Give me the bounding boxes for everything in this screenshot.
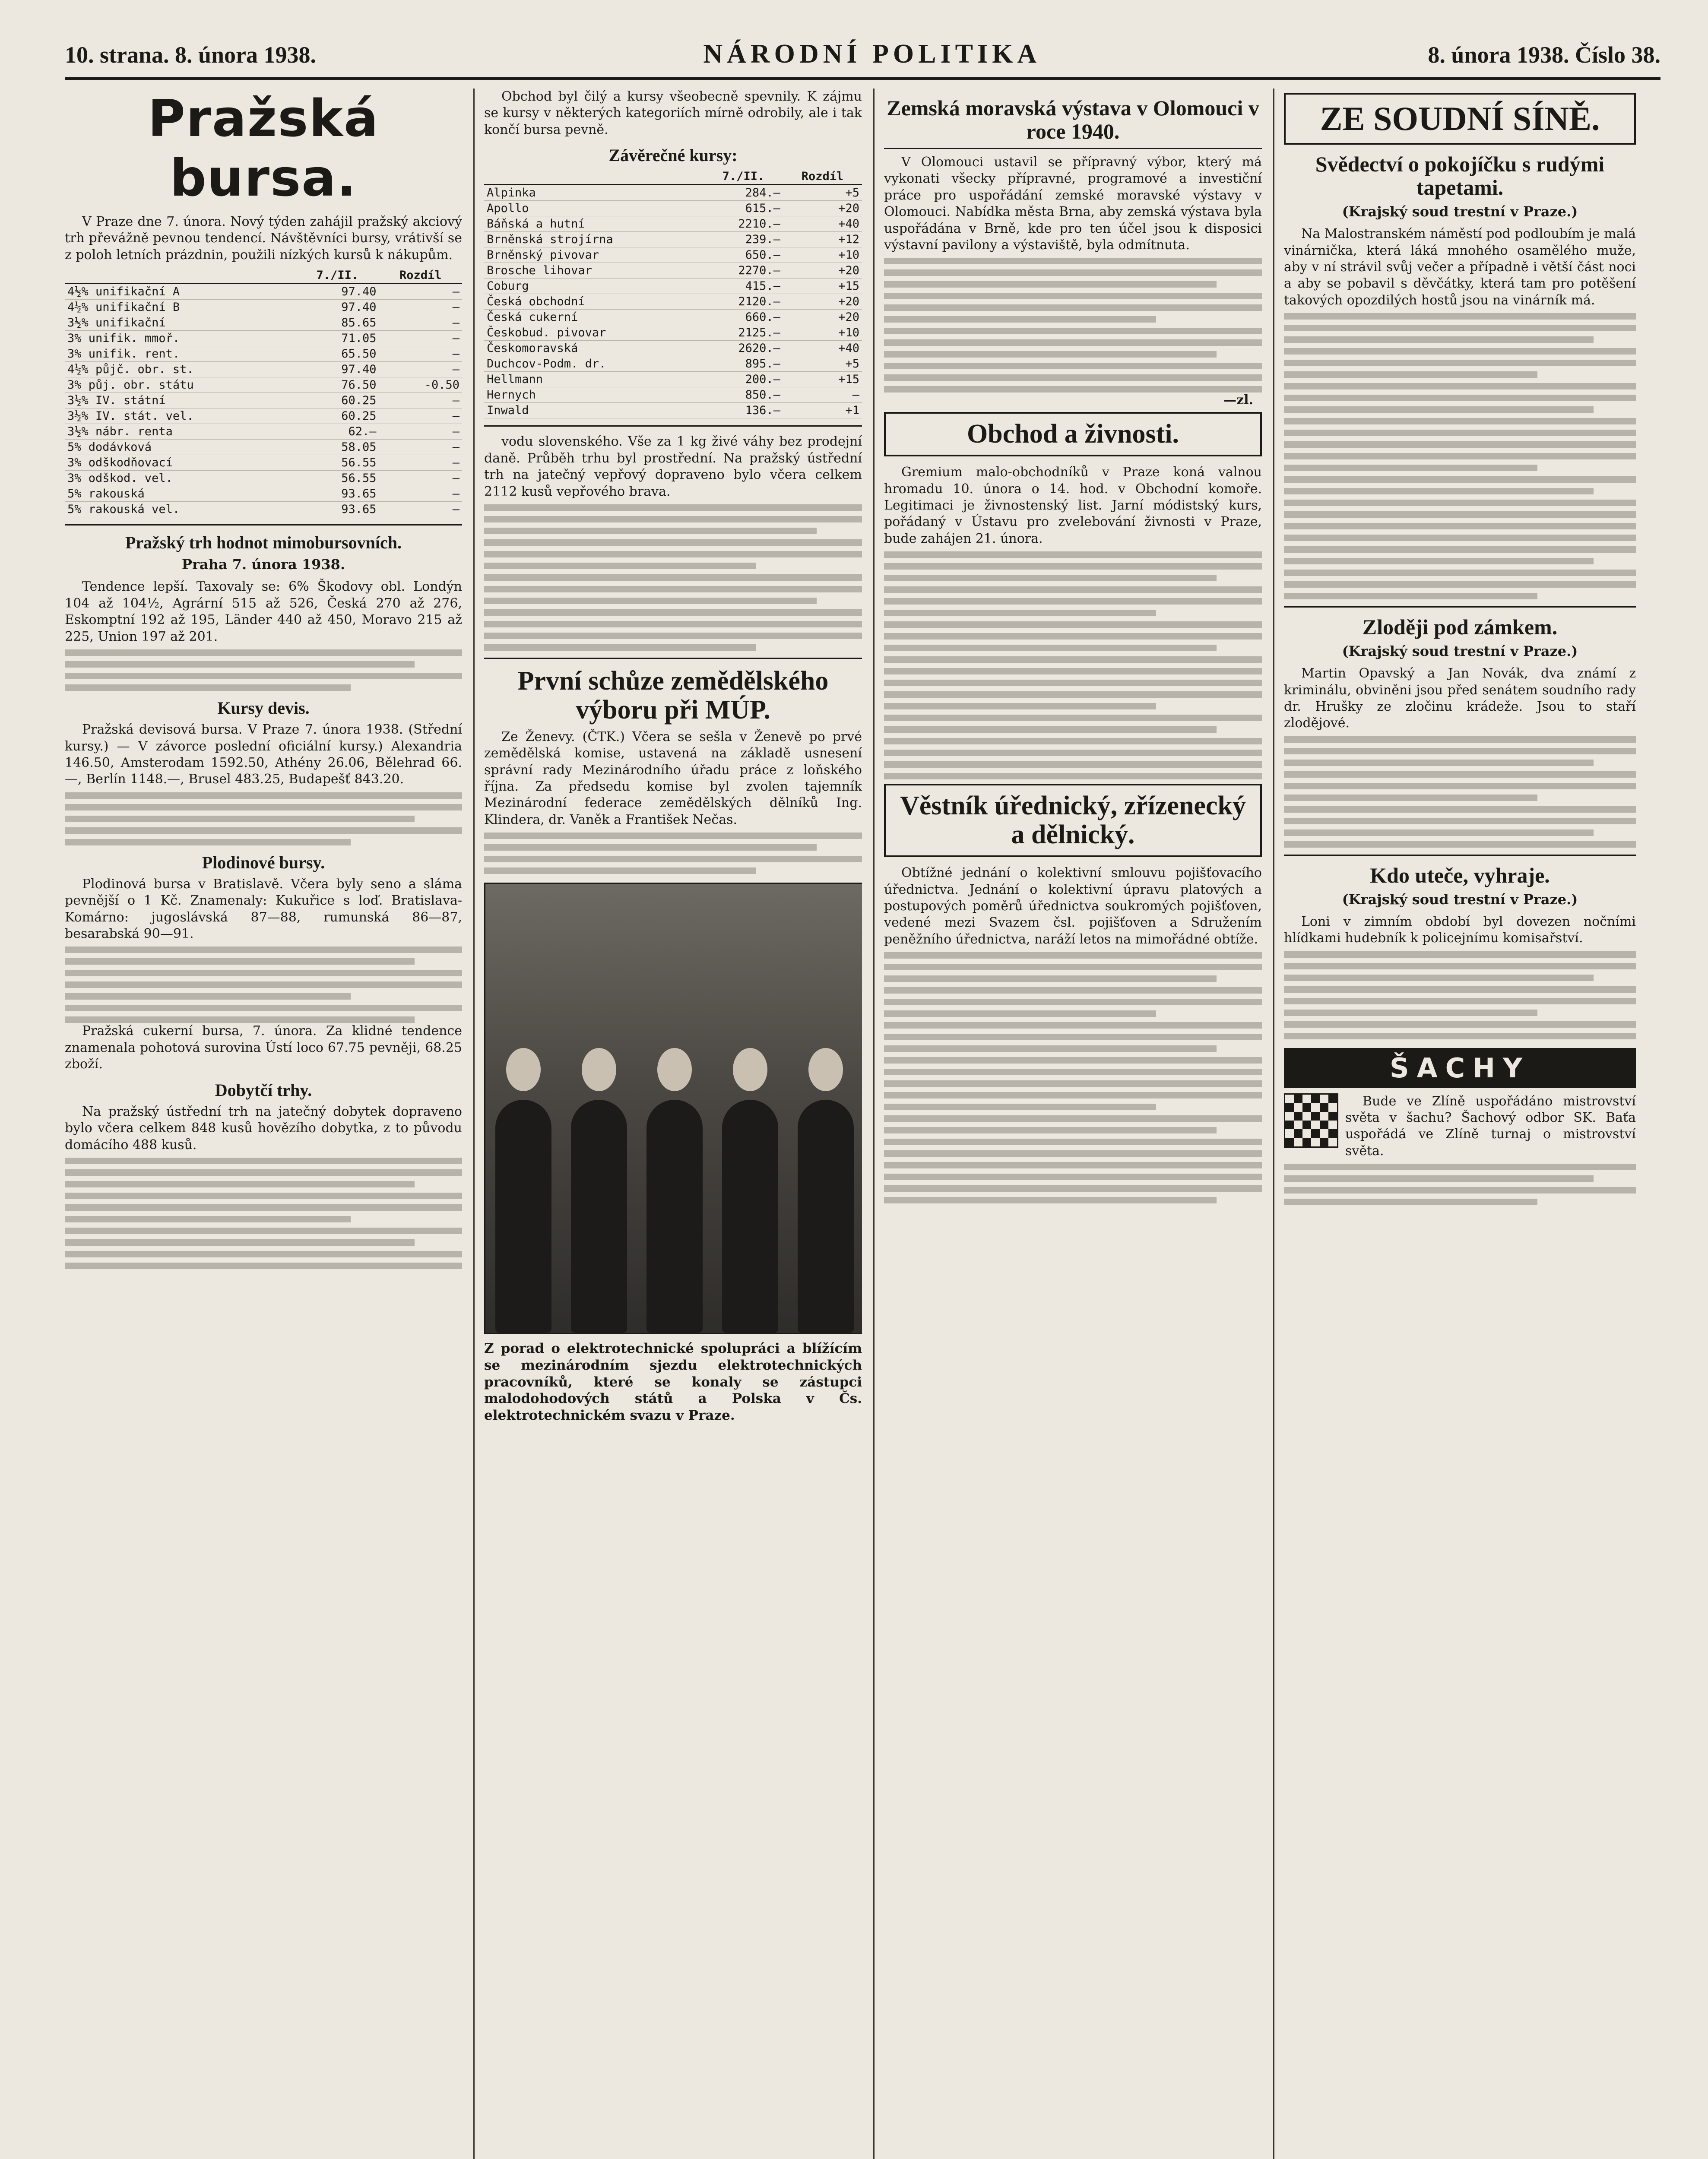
bond-row-cell: — bbox=[379, 408, 462, 424]
devisy-text: Pražská devisová bursa. V Praze 7. února 1938. (Střední kursy.) — V závorce poslední oficiální kursy.) Alexandria 146.50, Amsterodam 1592.50, Athény 26.06, Bělehrad 66.—, Berlín 1148.—, Brusel 483.25, Budapešť 843.20. bbox=[65, 722, 462, 787]
story2-sub: (Krajský soud trestní v Praze.) bbox=[1342, 643, 1578, 660]
plodinove-title: Plodinové bursy. bbox=[202, 852, 325, 872]
bond-row-cell: 3% odškodňovací bbox=[65, 455, 296, 471]
bond-row-cell: 97.40 bbox=[296, 284, 379, 300]
stock-row-cell: 415.— bbox=[704, 279, 783, 294]
story3-text: Loni v zimním období byl dovezen nočními hlídkami hudebník k policejnímu komisařství. bbox=[1284, 914, 1636, 946]
mimoburs-date: Praha 7. února 1938. bbox=[181, 556, 345, 573]
stocks-table bbox=[484, 169, 862, 418]
stock-row-cell: 850.— bbox=[704, 387, 783, 403]
stock-row-cell: 239.— bbox=[704, 232, 783, 247]
bond-row-cell: 3½% IV. státní bbox=[65, 393, 296, 408]
bond-row-cell: — bbox=[379, 424, 462, 440]
stock-row-cell: 2210.— bbox=[704, 216, 783, 232]
bonds-table bbox=[65, 268, 462, 517]
story1-text: Na Malostranském náměstí pod podloubím je malá vinárnička, která láká mnohého osamělého muže, aby v ní strávil svůj večer a případně i větší část noci a aby se pobavil s děvčátky, která tam pro potěšení takových opozdilých hostů jsou na vinárník má. bbox=[1284, 226, 1636, 308]
stock-row bbox=[484, 216, 862, 232]
stock-row bbox=[484, 403, 862, 418]
bond-row-cell: 4½% unifikační B bbox=[65, 300, 296, 315]
bond-row-cell: — bbox=[379, 486, 462, 502]
bond-row-cell: 3% unifik. mmoř. bbox=[65, 331, 296, 346]
masthead-title: NÁRODNÍ POLITIKA bbox=[703, 39, 1041, 69]
bond-row-cell: 3½% unifikační bbox=[65, 315, 296, 331]
bond-row-cell: — bbox=[379, 393, 462, 408]
stock-row bbox=[484, 356, 862, 372]
mimoburs-text: Tendence lepší. Taxovaly se: 6% Škodovy obl. Londýn 104 až 104½, Agrární 515 až 526, Česká 270 až 276, Eskomptní 192 až 195, Länder 440 až 450, Moravo 215 až 225, Union 197 až 201. bbox=[65, 579, 462, 644]
bond-row-cell: 71.05 bbox=[296, 331, 379, 346]
bond-row bbox=[65, 300, 462, 315]
bond-row-cell: 97.40 bbox=[296, 300, 379, 315]
stock-row-cell: Coburg bbox=[484, 279, 704, 294]
masthead-date-left: 10. strana. 8. února 1938. bbox=[65, 42, 317, 68]
bond-row-cell: — bbox=[379, 284, 462, 300]
bond-row-cell: 3% odškod. vel. bbox=[65, 471, 296, 486]
plodinove-text: Plodinová bursa v Bratislavě. Včera byly seno a sláma pevnější o 1 Kč. Znamenaly: Kukuřice s loď. Bratislava-Komárno: jugoslávská 87—88, rumunská 86—87, besarabská 90—91. bbox=[65, 876, 462, 942]
bond-row bbox=[65, 471, 462, 486]
stock-row-cell: 2120.— bbox=[704, 294, 783, 310]
soudni-heading-box bbox=[1284, 93, 1636, 145]
bond-row bbox=[65, 362, 462, 377]
column-1 bbox=[65, 89, 462, 2159]
bond-row-cell: — bbox=[379, 300, 462, 315]
obchod-title: Obchod a živnosti. bbox=[967, 419, 1179, 449]
stock-row bbox=[484, 232, 862, 247]
sachy-title: ŠACHY bbox=[1390, 1052, 1530, 1084]
photo-caption: Z porad o elektrotechnické spolupráci a blížícím se mezinárodním sjezdu elektrotechnických pracovníků, které se konaly se zástupci malodohodových států a Polska v Čs. elektrotechnickém svazu v Praze. bbox=[484, 1341, 862, 1424]
stock-row-cell: 660.— bbox=[704, 310, 783, 325]
stock-row-cell: Hellmann bbox=[484, 372, 704, 387]
conference-photo bbox=[484, 883, 862, 1334]
stock-row-cell: +20 bbox=[783, 201, 862, 216]
dobytek-text: Na pražský ústřední trh na jatečný dobytek dopraveno bylo včera celkem 848 kusů hovězího dobytka, z to původu domácího 488 kusů. bbox=[65, 1104, 462, 1152]
stock-row-cell: Brněnský pivovar bbox=[484, 247, 704, 263]
bond-row bbox=[65, 486, 462, 502]
bond-row-cell: 3½% nábr. renta bbox=[65, 424, 296, 440]
bond-row-cell: — bbox=[379, 502, 462, 517]
bursa-continued: Obchod byl čilý a kursy všeobecně spevnily. K zájmu se kursy v některých kategoriích mírně odrobily, ale i tak končí bursa pevně. bbox=[484, 89, 862, 137]
stock-row bbox=[484, 325, 862, 341]
bursa-title: Pražská bursa. bbox=[148, 89, 379, 208]
bond-row-cell: — bbox=[379, 362, 462, 377]
bond-row bbox=[65, 393, 462, 408]
stock-row bbox=[484, 201, 862, 216]
story1-title: Svědectví o pokojíčku s rudými tapetami. bbox=[1315, 152, 1605, 200]
masthead-date-right: 8. února 1938. Číslo 38. bbox=[1428, 42, 1660, 68]
story2-text: Martin Opavský a Jan Novák, dva známí z kriminálu, obviněni jsou před senátem soudního rady dr. Hrušky ze zločinu krádeže. Jsou to staří zlodějové. bbox=[1284, 666, 1636, 731]
stocks-col-date: 7./II. bbox=[704, 169, 783, 185]
stock-row bbox=[484, 310, 862, 325]
bond-row-cell: 56.55 bbox=[296, 471, 379, 486]
bond-row-cell: — bbox=[379, 440, 462, 455]
bond-row-cell: 5% dodávková bbox=[65, 440, 296, 455]
bond-row-cell: 56.55 bbox=[296, 455, 379, 471]
stock-row-cell: +10 bbox=[783, 247, 862, 263]
bond-row-cell: — bbox=[379, 471, 462, 486]
bond-row-cell: 4½% unifikační A bbox=[65, 284, 296, 300]
stock-row-cell: 615.— bbox=[704, 201, 783, 216]
bond-row-cell: — bbox=[379, 346, 462, 362]
story1-sub: (Krajský soud trestní v Praze.) bbox=[1342, 203, 1578, 220]
columns bbox=[65, 89, 1660, 2159]
meat-market-text: vodu slovenského. Vše za 1 kg živé váhy bez prodejní daně. Průběh trhu byl prostřední. Na pražský ústřední trh na jatečný vepřový dopraveno bylo včera celkem 2112 kusů vepřového brava. bbox=[484, 434, 862, 499]
stock-row bbox=[484, 341, 862, 356]
bonds-col-diff: Rozdíl bbox=[379, 268, 462, 284]
vestnik-heading-box bbox=[884, 784, 1262, 857]
stock-row bbox=[484, 294, 862, 310]
stock-row-cell: +5 bbox=[783, 356, 862, 372]
bond-row-cell: — bbox=[379, 455, 462, 471]
schuze-text: Ze Ženevy. (ČTK.) Včera se sešla v Ženevě po prvé zemědělská komise, ustavená na základě usnesení správní rady Mezinárodního úřadu práce z loňského října. Za předsedu komise byl zvolen tajemník Mezinárodní federace zemědělských dělníků Ing. Klindera, dr. Vaněk a František Nečas. bbox=[484, 729, 862, 827]
masthead bbox=[65, 39, 1660, 80]
stock-row-cell: Duchcov-Podm. dr. bbox=[484, 356, 704, 372]
chess-board-icon bbox=[1284, 1093, 1338, 1148]
stock-row-cell: 284.— bbox=[704, 185, 783, 201]
stock-row-cell: +20 bbox=[783, 294, 862, 310]
sachy-text: Bude ve Zlíně uspořádáno mistrovství světa v šachu? Šachový odbor SK. Baťa uspořádá ve Zlíně turnaj o mistrovství světa. bbox=[1345, 1093, 1636, 1159]
stock-row-cell: Inwald bbox=[484, 403, 704, 418]
stock-row-cell: Hernych bbox=[484, 387, 704, 403]
stock-row-cell: Českomoravská bbox=[484, 341, 704, 356]
stock-row bbox=[484, 372, 862, 387]
bond-row bbox=[65, 455, 462, 471]
bond-row-cell: 85.65 bbox=[296, 315, 379, 331]
stock-row bbox=[484, 185, 862, 201]
stock-row-cell: +20 bbox=[783, 263, 862, 279]
stock-row bbox=[484, 247, 862, 263]
stock-row bbox=[484, 263, 862, 279]
bond-row-cell: 97.40 bbox=[296, 362, 379, 377]
stock-row-cell: +15 bbox=[783, 372, 862, 387]
bond-row-cell: 58.05 bbox=[296, 440, 379, 455]
bond-row-cell: 5% rakouská vel. bbox=[65, 502, 296, 517]
devisy-title: Kursy devis. bbox=[217, 698, 310, 718]
bond-row-cell: 60.25 bbox=[296, 408, 379, 424]
bonds-col-date: 7./II. bbox=[296, 268, 379, 284]
stock-row-cell: 650.— bbox=[704, 247, 783, 263]
bond-row-cell: 93.65 bbox=[296, 502, 379, 517]
stock-row-cell: Apollo bbox=[484, 201, 704, 216]
bond-row bbox=[65, 315, 462, 331]
stocks-col-diff: Rozdíl bbox=[783, 169, 862, 185]
stock-row-cell: 136.— bbox=[704, 403, 783, 418]
bond-row-cell: 76.50 bbox=[296, 377, 379, 393]
bond-row-cell: 5% rakouská bbox=[65, 486, 296, 502]
stock-row-cell: 200.— bbox=[704, 372, 783, 387]
vystava-text: V Olomouci ustavil se přípravný výbor, který má vykonati všecky přípravné, programové a investiční práce pro uspořádání zemské moravské výstavy v Olomouci. Nabídka města Brna, aby zemská výstava byla uspořádána v Brně, kde pro ten účel jsou k disposici výstavní pavilony a výstaviště, byla odmítnuta. bbox=[884, 155, 1262, 253]
stock-row-cell: +12 bbox=[783, 232, 862, 247]
bond-row bbox=[65, 284, 462, 300]
story3-sub: (Krajský soud trestní v Praze.) bbox=[1342, 891, 1578, 908]
column-2 bbox=[473, 89, 862, 2159]
bond-row-cell: 3% unifik. rent. bbox=[65, 346, 296, 362]
stock-row-cell: +5 bbox=[783, 185, 862, 201]
stock-row-cell: Brosche lihovar bbox=[484, 263, 704, 279]
stock-row-cell: Česká obchodní bbox=[484, 294, 704, 310]
bursa-intro: V Praze dne 7. února. Nový týden zahájil pražský akciový trh převážně pevnou tendencí. Návštěvníci bursy, vrátivší se z poloh letních prázdnin, použili nízkých kursů k nákupům. bbox=[65, 214, 462, 263]
bond-row-cell: 4½% půjč. obr. st. bbox=[65, 362, 296, 377]
bond-row bbox=[65, 502, 462, 517]
stock-row-cell: +20 bbox=[783, 310, 862, 325]
stock-row-cell: Českobud. pivovar bbox=[484, 325, 704, 341]
column-3 bbox=[873, 89, 1262, 2159]
vestnik-title: Věstník úřednický, zřízenecký a dělnický. bbox=[900, 791, 1246, 850]
bonds-col-name bbox=[65, 268, 296, 284]
bond-row-cell: -0.50 bbox=[379, 377, 462, 393]
stock-row-cell: +10 bbox=[783, 325, 862, 341]
schuze-title: První schůze zemědělského výboru při MÚP. bbox=[517, 666, 829, 725]
stock-row-cell: Báňská a hutní bbox=[484, 216, 704, 232]
cukr-text: Pražská cukerní bursa, 7. února. Za klidné tendence znamenala pohotová surovina Ústí loco 67.75 pevněji, 68.25 zboží. bbox=[65, 1023, 462, 1072]
stock-row-cell: — bbox=[783, 387, 862, 403]
bond-row-cell: 65.50 bbox=[296, 346, 379, 362]
story3-title: Kdo uteče, vyhraje. bbox=[1370, 863, 1550, 887]
bond-row-cell: — bbox=[379, 331, 462, 346]
stocks-col-name bbox=[484, 169, 704, 185]
stock-row-cell: +40 bbox=[783, 341, 862, 356]
bond-row-cell: 3% půj. obr. státu bbox=[65, 377, 296, 393]
story2-title: Zloději pod zámkem. bbox=[1362, 615, 1558, 639]
bond-row bbox=[65, 424, 462, 440]
obchod-heading-box bbox=[884, 412, 1262, 456]
sachy-banner bbox=[1284, 1048, 1636, 1088]
mimoburs-title: Pražský trh hodnot mimobursovních. bbox=[125, 533, 402, 553]
soudni-title: ZE SOUDNÍ SÍNĚ. bbox=[1320, 100, 1600, 137]
bond-row-cell: 60.25 bbox=[296, 393, 379, 408]
obchod-text: Gremium malo-obchodníků v Praze koná valnou hromadu 10. února o 14. hod. v Obchodní komoře. Legitimaci je živnostenský list. Jarní módistský kurs, pořádaný v Ústavu pro zvelebování živnosti v Praze, bude zahájen 21. února. bbox=[884, 465, 1262, 546]
stock-row-cell: +15 bbox=[783, 279, 862, 294]
stock-row-cell: 895.— bbox=[704, 356, 783, 372]
stock-row-cell: Alpinka bbox=[484, 185, 704, 201]
bond-row bbox=[65, 331, 462, 346]
vystava-title: Zemská moravská výstava v Olomouci v roce 1940. bbox=[887, 96, 1259, 143]
final-quotes-title: Závěrečné kursy: bbox=[608, 146, 738, 165]
bond-row-cell: 3½% IV. stát. vel. bbox=[65, 408, 296, 424]
stock-row bbox=[484, 279, 862, 294]
stock-row-cell: +1 bbox=[783, 403, 862, 418]
bond-row bbox=[65, 377, 462, 393]
bond-row bbox=[65, 408, 462, 424]
bond-row bbox=[65, 346, 462, 362]
stock-row-cell: 2270.— bbox=[704, 263, 783, 279]
bond-row-cell: — bbox=[379, 315, 462, 331]
stock-row-cell: Brněnská strojírna bbox=[484, 232, 704, 247]
stock-row-cell: Česká cukerní bbox=[484, 310, 704, 325]
stock-row-cell: 2125.— bbox=[704, 325, 783, 341]
dobytek-title: Dobytčí trhy. bbox=[215, 1080, 312, 1100]
vystava-signature: —zl. bbox=[1223, 393, 1253, 408]
bond-row bbox=[65, 440, 462, 455]
stock-row-cell: 2620.— bbox=[704, 341, 783, 356]
stock-row bbox=[484, 387, 862, 403]
column-4 bbox=[1273, 89, 1636, 2159]
bond-row-cell: 93.65 bbox=[296, 486, 379, 502]
stock-row-cell: +40 bbox=[783, 216, 862, 232]
bond-row-cell: 62.— bbox=[296, 424, 379, 440]
vestnik-text: Obtížné jednání o kolektivní smlouvu pojišťovacího úřednictva. Jednání o kolektivní úpravu platových a postupových poměrů úřednictva soukromých pojišťoven, vedené mezi Svazem čsl. pojišťoven a Sdružením peněžního úřednictva, naráží letos na mimořádné obtíže. bbox=[884, 865, 1262, 947]
